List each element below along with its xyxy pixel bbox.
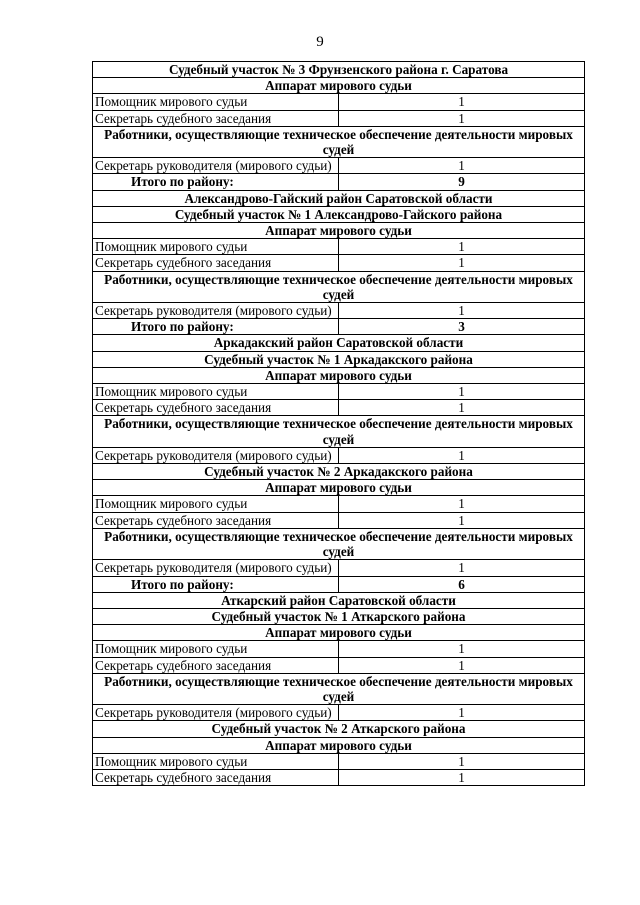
- total-count: 9: [339, 174, 585, 190]
- section-header-row: [93, 367, 585, 383]
- total-count: 3: [339, 319, 585, 335]
- position-count: 1: [339, 94, 585, 110]
- position-count: 1: [339, 447, 585, 463]
- total-label: Итого по району:: [93, 576, 339, 592]
- section-header: Аппарат мирового судьи: [93, 737, 585, 753]
- position-count: 1: [339, 753, 585, 769]
- position-row: [93, 303, 585, 319]
- position-row: [93, 641, 585, 657]
- position-row: [93, 255, 585, 271]
- total-row: [93, 319, 585, 335]
- position-row: [93, 705, 585, 721]
- position-name: Секретарь руководителя (мирового судьи): [93, 560, 339, 576]
- position-name: Секретарь руководителя (мирового судьи): [93, 447, 339, 463]
- position-count: 1: [339, 255, 585, 271]
- section-header-row: [93, 62, 585, 78]
- total-row: [93, 576, 585, 592]
- position-name: Секретарь судебного заседания: [93, 657, 339, 673]
- section-header-row: [93, 78, 585, 94]
- section-header: Аткарский район Саратовской области: [93, 592, 585, 608]
- position-name: Секретарь судебного заседания: [93, 512, 339, 528]
- section-header-row: [93, 608, 585, 624]
- section-header: Аппарат мирового судьи: [93, 625, 585, 641]
- position-count: 1: [339, 158, 585, 174]
- section-header-row: [93, 206, 585, 222]
- section-header: Судебный участок № 3 Фрунзенского района г. Саратова: [93, 62, 585, 78]
- section-header: Аппарат мирового судьи: [93, 223, 585, 239]
- position-name: Помощник мирового судьи: [93, 384, 339, 400]
- section-header: Аппарат мирового судьи: [93, 367, 585, 383]
- section-header-row: [93, 351, 585, 367]
- section-header-row: [93, 673, 585, 704]
- section-header-row: [93, 126, 585, 157]
- total-row: [93, 174, 585, 190]
- position-row: [93, 769, 585, 785]
- position-row: [93, 400, 585, 416]
- section-header-row: [93, 480, 585, 496]
- position-count: 1: [339, 303, 585, 319]
- section-header-row: [93, 592, 585, 608]
- position-count: 1: [339, 705, 585, 721]
- section-header: Работники, осуществляющие техническое обеспечение деятельности мировых судей: [93, 126, 585, 157]
- position-row: [93, 560, 585, 576]
- section-header-row: [93, 464, 585, 480]
- section-header: Судебный участок № 2 Аркадакского района: [93, 464, 585, 480]
- position-row: [93, 384, 585, 400]
- position-row: [93, 657, 585, 673]
- position-name: Помощник мирового судьи: [93, 496, 339, 512]
- position-row: [93, 158, 585, 174]
- position-name: Секретарь руководителя (мирового судьи): [93, 705, 339, 721]
- section-header: Аппарат мирового судьи: [93, 78, 585, 94]
- section-header: Работники, осуществляющие техническое обеспечение деятельности мировых судей: [93, 271, 585, 302]
- section-header: Аркадакский район Саратовской области: [93, 335, 585, 351]
- section-header-row: [93, 625, 585, 641]
- position-row: [93, 753, 585, 769]
- staff-table: [92, 61, 585, 786]
- section-header: Судебный участок № 1 Александрово-Гайского района: [93, 206, 585, 222]
- section-header: Судебный участок № 2 Аткарского района: [93, 721, 585, 737]
- position-name: Помощник мирового судьи: [93, 239, 339, 255]
- position-row: [93, 512, 585, 528]
- section-header-row: [93, 223, 585, 239]
- section-header: Работники, осуществляющие техническое обеспечение деятельности мировых судей: [93, 673, 585, 704]
- section-header-row: [93, 528, 585, 559]
- position-count: 1: [339, 657, 585, 673]
- position-name: Секретарь судебного заседания: [93, 110, 339, 126]
- position-name: Помощник мирового судьи: [93, 641, 339, 657]
- position-name: Помощник мирового судьи: [93, 94, 339, 110]
- section-header-row: [93, 271, 585, 302]
- position-name: Помощник мирового судьи: [93, 753, 339, 769]
- section-header-row: [93, 737, 585, 753]
- section-header: Работники, осуществляющие техническое обеспечение деятельности мировых судей: [93, 416, 585, 447]
- staff-table-body: [93, 62, 585, 786]
- section-header-row: [93, 416, 585, 447]
- section-header: Александрово-Гайский район Саратовской области: [93, 190, 585, 206]
- position-name: Секретарь руководителя (мирового судьи): [93, 303, 339, 319]
- position-count: 1: [339, 110, 585, 126]
- position-count: 1: [339, 239, 585, 255]
- position-name: Секретарь судебного заседания: [93, 255, 339, 271]
- section-header: Аппарат мирового судьи: [93, 480, 585, 496]
- position-count: 1: [339, 560, 585, 576]
- position-name: Секретарь руководителя (мирового судьи): [93, 158, 339, 174]
- section-header: Работники, осуществляющие техническое обеспечение деятельности мировых судей: [93, 528, 585, 559]
- position-count: 1: [339, 512, 585, 528]
- page-number: 9: [316, 34, 324, 50]
- position-row: [93, 239, 585, 255]
- position-count: 1: [339, 769, 585, 785]
- total-label: Итого по району:: [93, 319, 339, 335]
- section-header: Судебный участок № 1 Аркадакского района: [93, 351, 585, 367]
- position-row: [93, 110, 585, 126]
- position-count: 1: [339, 384, 585, 400]
- position-name: Секретарь судебного заседания: [93, 400, 339, 416]
- section-header-row: [93, 721, 585, 737]
- position-count: 1: [339, 496, 585, 512]
- total-count: 6: [339, 576, 585, 592]
- position-row: [93, 94, 585, 110]
- section-header: Судебный участок № 1 Аткарского района: [93, 608, 585, 624]
- position-count: 1: [339, 400, 585, 416]
- position-row: [93, 496, 585, 512]
- section-header-row: [93, 335, 585, 351]
- position-row: [93, 447, 585, 463]
- position-count: 1: [339, 641, 585, 657]
- section-header-row: [93, 190, 585, 206]
- position-name: Секретарь судебного заседания: [93, 769, 339, 785]
- total-label: Итого по району:: [93, 174, 339, 190]
